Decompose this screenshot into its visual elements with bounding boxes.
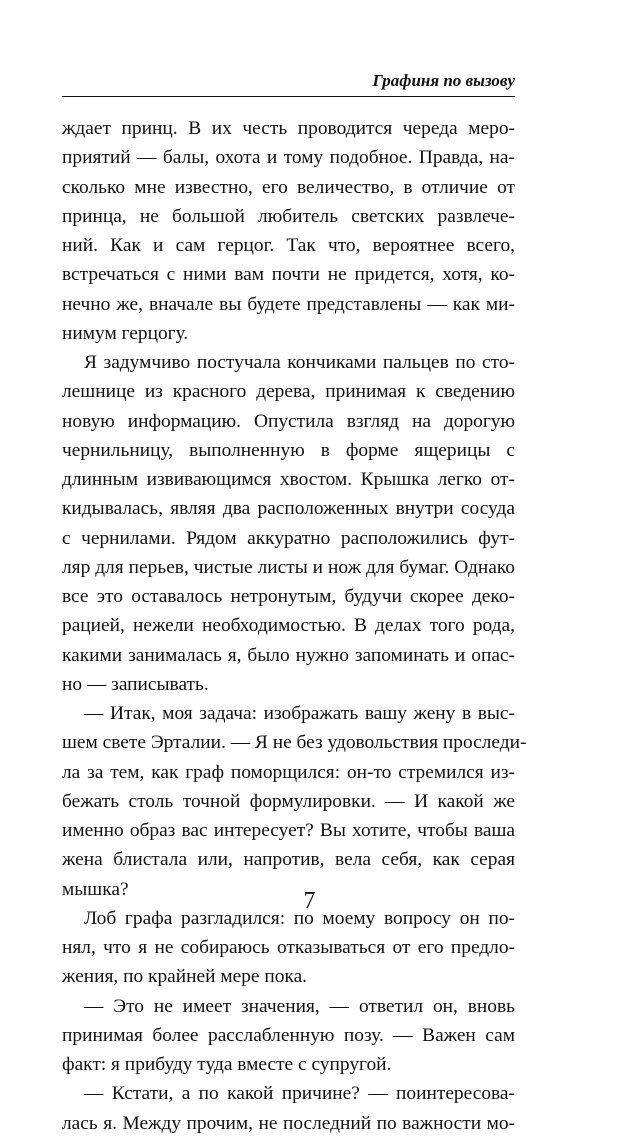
text-line: сколько мне известно, его величество, в отличие от bbox=[62, 176, 515, 198]
text-line: ла за тем, как граф поморщился: он-то стремился из- bbox=[62, 761, 515, 783]
text-line: ний. Как и сам герцог. Так что, вероятнее всего, bbox=[62, 235, 515, 256]
text-line: приятий — балы, охота и тому подобное. Правда, на- bbox=[62, 147, 515, 169]
text-line: лешнице из красного дерева, принимая к сведению bbox=[62, 381, 515, 403]
text-line: кидывалась, являя два расположенных внутри сосуда bbox=[62, 498, 515, 520]
header-rule bbox=[62, 96, 515, 97]
text-line: все это оставалось нетронутым, будучи скорее деко- bbox=[62, 586, 515, 607]
text-line: принимая более расслабленную позу. — Важен сам bbox=[62, 1024, 515, 1046]
text-line: чернильницу, выполненную в форме ящерицы с bbox=[62, 439, 515, 461]
text-line: — Кстати, а по какой причине? — поинтересова- bbox=[84, 1083, 515, 1105]
body-text bbox=[62, 114, 527, 1138]
text-line: новую информацию. Опустила взгляд на дорогую bbox=[62, 410, 515, 432]
text-line: нял, что я не собираюсь отказываться от его предло- bbox=[62, 937, 515, 958]
text-line: принца, не большой любитель светских развлече- bbox=[62, 205, 515, 227]
text-line: жения, по крайней мере пока. bbox=[62, 966, 308, 988]
text-line: именно образ вас интересует? Вы хотите, чтобы ваша bbox=[62, 820, 515, 841]
text-line: — Итак, моя задача: изображать вашу жену в выс- bbox=[84, 703, 515, 724]
text-line: — Это не имеет значения, — ответил он, вновь bbox=[84, 995, 515, 1017]
text-line: ляр для перьев, чистые листы и нож для бумаг. Однако bbox=[62, 556, 515, 578]
text-line: нимум герцогу. bbox=[62, 322, 189, 344]
text-line: мышка? bbox=[62, 878, 129, 900]
running-head: Графиня по вызову bbox=[372, 71, 515, 90]
text-line: Я задумчиво постучала кончиками пальцев по сто- bbox=[84, 352, 515, 373]
text-line: нечно же, вначале вы будете представлены — как ми- bbox=[62, 293, 515, 315]
text-line: рацией, нежели необходимостью. В делах того рода, bbox=[62, 615, 515, 637]
text-line: длинным извивающимся хвостом. Крышка легко от- bbox=[62, 469, 515, 490]
text-line: бежать столь точной формулировки. — И какой же bbox=[62, 790, 515, 812]
text-line: встречаться с ними вам почти не придется, хотя, ко- bbox=[62, 264, 515, 286]
text-line: шем свете Эрталии. — Я не без удовольствия проследи- bbox=[62, 732, 527, 754]
text-line: жена блистала или, напротив, вела себя, как серая bbox=[62, 849, 515, 871]
text-line: с чернилами. Рядом аккуратно расположились фут- bbox=[62, 527, 515, 549]
text-line: лась я. Между прочим, не последний по важности мо- bbox=[62, 1112, 515, 1134]
page-number: 7 bbox=[303, 888, 316, 914]
text-line: ждает принц. В их честь проводится череда меро- bbox=[62, 118, 515, 139]
text-line: какими занималась я, было нужно запоминать и опас- bbox=[62, 644, 515, 666]
text-line: Лоб графа разгладился: по моему вопросу он по- bbox=[84, 907, 515, 929]
text-line: факт: я прибуду туда вместе с супругой. bbox=[62, 1054, 392, 1075]
text-line: но — записывать. bbox=[62, 673, 209, 695]
